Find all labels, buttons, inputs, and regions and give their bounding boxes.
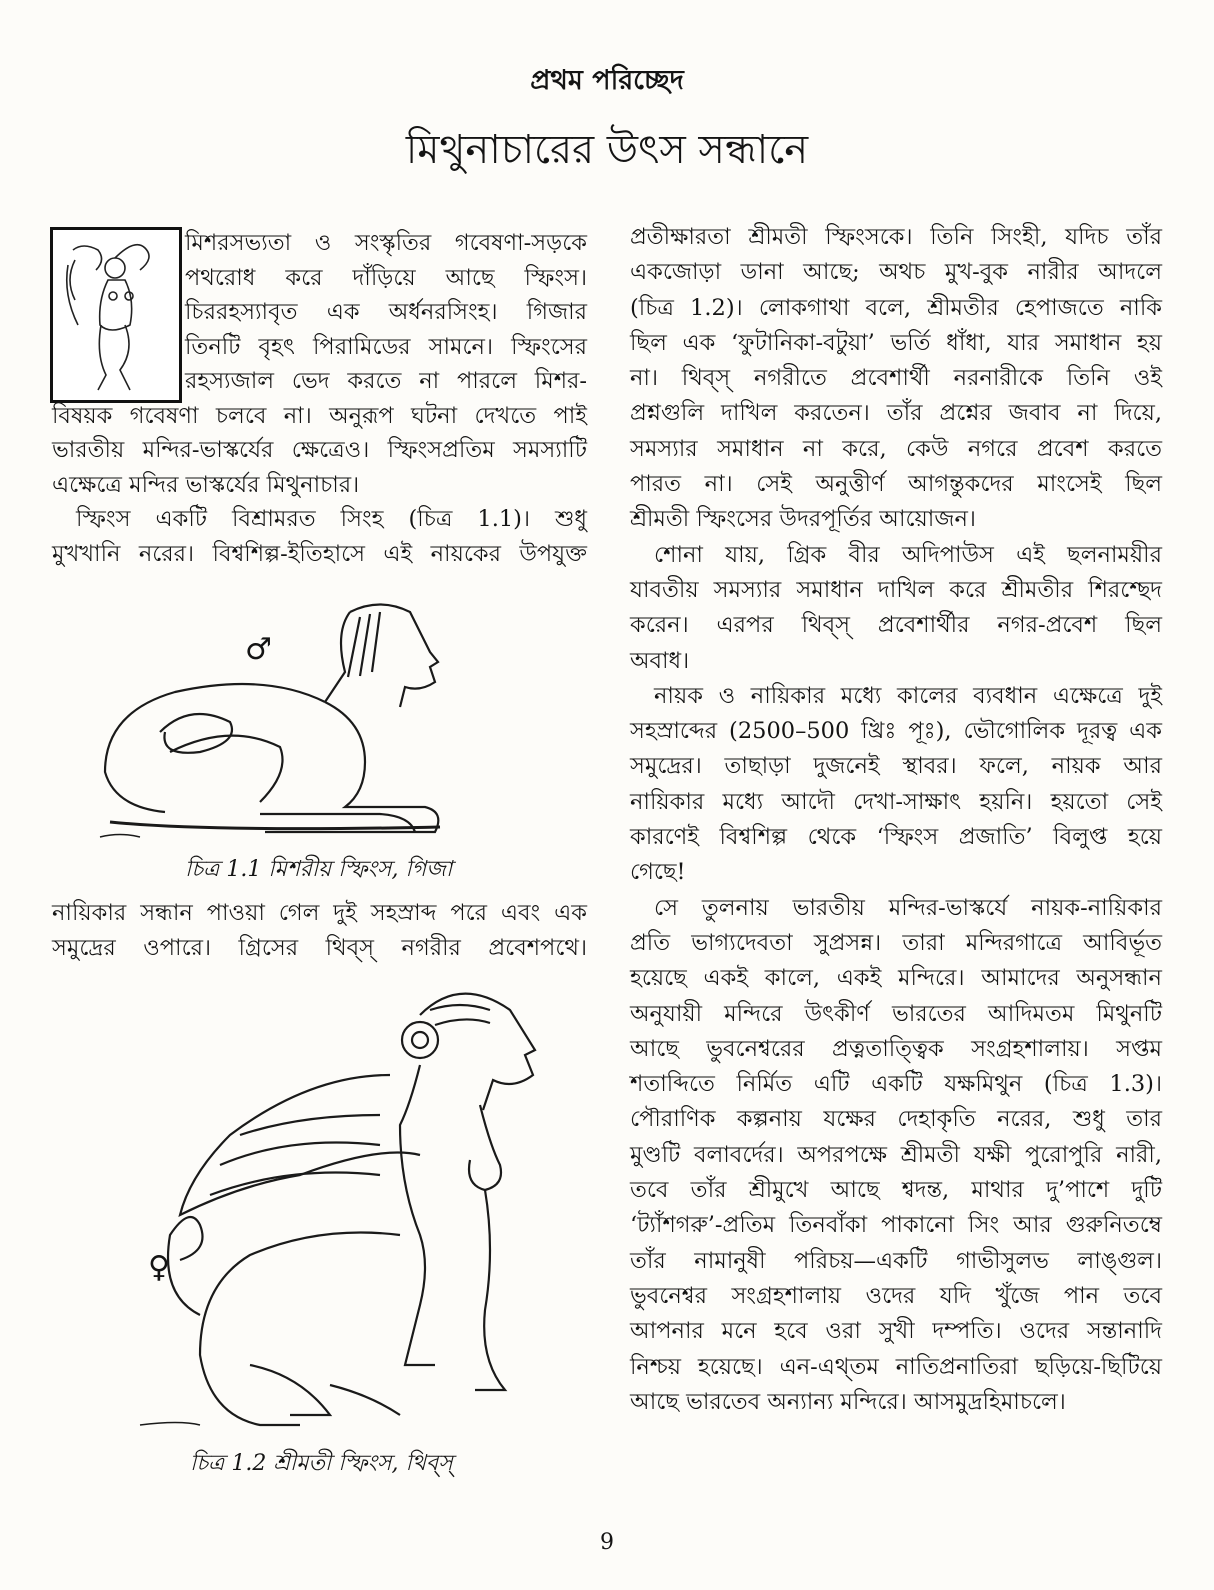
text-line: পথরোধ করে দাঁড়িয়ে আছে স্ফিংস। <box>185 264 587 291</box>
text-line: তবে তাঁর শ্রীমুখে আছে শ্বদন্ত, মাথার দু’পাশে দুটি <box>630 1177 1162 1204</box>
chapter-title: মিথুনাচারের উৎস সন্ধানে <box>405 127 809 173</box>
text-line: প্রতীক্ষারতা শ্রীমতী স্ফিংসকে। তিনি সিংহী, যদিচ তাঁর <box>630 224 1162 250</box>
text-line: বিষয়ক গবেষণা চলবে না। অনুরূপ ঘটনা দেখতে পাই <box>52 402 587 429</box>
text-line: করেন। এরপর থিব্স্ প্রবেশার্থীর নগর-প্রবেশ ছিল <box>630 612 1162 639</box>
text-line: রহস্যজাল ভেদ করতে না পারলে মিশর- <box>185 368 587 394</box>
text-line: প্রশ্নগুলি দাখিল করতেন। তাঁর প্রশ্নের জবাব না দিয়ে, <box>630 400 1162 427</box>
left-column <box>52 226 587 571</box>
text-line: আছে ভুবনেশ্বরের প্রত্নতাত্ত্বিক সংগ্রহশালায়। সপ্তম <box>630 1035 1162 1062</box>
text-line: (চিত্র 1.2)। লোকগাথা বলে, শ্রীমতীর হেপাজতে নাকি <box>630 294 1162 321</box>
text-line: নিশ্চয় হয়েছে। এন-এথ্তম নাতিপ্রনাতিরা ছড়িয়ে-ছিটিয়ে <box>630 1353 1162 1380</box>
text-line: অবাধ। <box>630 647 690 674</box>
text-line: পারত না। সেই অনুত্তীর্ণ আগন্তুকদের মাংসেই ছিল <box>630 471 1162 498</box>
text-line: শ্রীমতী স্ফিংসের উদরপূর্তির আয়োজন। <box>630 506 976 533</box>
text-line: স্ফিংস একটি বিশ্রামরত সিংহ (চিত্র 1.1)। শুধু <box>76 506 587 532</box>
text-line: নায়িকার সন্ধান পাওয়া গেল দুই সহস্রাব্দ পরে এবং এক <box>52 900 587 926</box>
text-line: না। থিব্স্ নগরীতে প্রবেশার্থী নরনারীকে তিনি ওই <box>630 365 1162 392</box>
figure-egyptian-sphinx <box>60 592 480 842</box>
text-line: ভারতীয় মন্দির-ভাস্কর্যের ক্ষেত্রেও। স্ফিংসপ্রতিম সমস্যাটি <box>52 437 587 463</box>
left-column-continued <box>52 896 587 965</box>
text-line: ছিল এক ‘ফুটানিকা-বটুয়া’ ভর্তি ধাঁধা, যার সমাধান হয় <box>630 329 1162 356</box>
text-line: অনুযায়ী মন্দিরে উৎকীর্ণ ভারতের আদিমতম মিথুনটি <box>630 1000 1162 1027</box>
text-line: প্রতি ভাগ্যদেবতা সুপ্রসন্ন। তারা মন্দিরগাত্রে আবির্ভূত <box>630 929 1162 956</box>
text-line: আছে ভারতেব অন্যান্য মন্দিরে। আসমুদ্রহিমাচলে। <box>630 1388 1066 1415</box>
text-line: আপনার মনে হবে ওরা সুখী দম্পতি। ওদের সন্তানাদি <box>630 1318 1162 1345</box>
page-number: 9 <box>600 1530 614 1555</box>
figure-1-caption: চিত্র 1.1 মিশরীয় স্ফিংস, গিজা <box>185 857 453 882</box>
text-line: সমুদ্রের ওপারে। গ্রিসের থিব্স্ নগরীর প্রবেশপথে। <box>52 934 587 961</box>
text-line: নায়ক ও নায়িকার মধ্যে কালের ব্যবধান এক্ষেত্রে দুই <box>654 682 1162 709</box>
text-line: একজোড়া ডানা আছে; অথচ মুখ-বুক নারীর আদলে <box>630 259 1162 286</box>
text-line: তাঁর নামানুষী পরিচয়—একটি গাভীসুলভ লাঙ্গুল। <box>630 1247 1162 1274</box>
text-line: ‘ট্যাঁশগরু’-প্রতিম তিনবাঁকা পাকানো সিং আর গুরুনিতম্বে <box>630 1212 1162 1239</box>
text-line: ভুবনেশ্বর সংগ্রহশালায় ওদের যদি খুঁজে পান তবে <box>630 1282 1162 1309</box>
text-line: মুণ্ডটি বলাবর্দের। অপরপক্ষে শ্রীমতী যক্ষী পুরোপুরি নারী, <box>630 1141 1162 1168</box>
text-line: হয়েছে একই কালে, একই মন্দিরে। আমাদের অনুসন্ধান <box>630 965 1162 992</box>
figure-2-caption: চিত্র 1.2 শ্রীমতী স্ফিংস, থিব্স্ <box>190 1451 453 1476</box>
text-line: শতাব্দিতে নির্মিত এটি একটি যক্ষমিথুন (চিত্র 1.3)। <box>630 1071 1162 1098</box>
text-line: মিশরসভ্যতা ও সংস্কৃতির গবেষণা-সড়কে <box>185 230 587 256</box>
text-line: নায়িকার মধ্যে আদৌ দেখা-সাক্ষাৎ হয়নি। হয়তো সেই <box>630 788 1162 815</box>
text-line: কারণেই বিশ্বশিল্প থেকে ‘স্ফিংস প্রজাতি’ বিলুপ্ত হয়ে <box>630 824 1162 851</box>
text-line: সমস্যার সমাধান না করে, কেউ নগরে প্রবেশ করতে <box>630 435 1162 462</box>
chapter-heading: প্রথম পরিচ্ছেদ <box>530 65 684 96</box>
text-line: চিররহস্যাবৃত এক অর্ধনরসিংহ। গিজার <box>185 299 587 325</box>
female-symbol: ♀ <box>148 1250 170 1285</box>
text-line: শোনা যায়, গ্রিক বীর অদিপাউস এই ছলনাময়ীর <box>654 541 1162 568</box>
male-symbol: ♂ <box>245 632 272 667</box>
text-line: সমুদ্রের। তাছাড়া দুজনেই স্থাবর। ফলে, নায়ক আর <box>630 753 1162 780</box>
figure-theban-sphinx <box>120 985 560 1445</box>
right-column <box>630 220 1162 1420</box>
text-line: যাবতীয় সমস্যার সমাধান দাখিল করে শ্রীমতীর শিরশ্ছেদ <box>630 576 1162 603</box>
text-line: সহস্রাব্দের (2500–500 খ্রিঃ পূঃ), ভৌগোলিক দূরত্ব এক <box>630 718 1162 745</box>
text-line: পৌরাণিক কল্পনায় যক্ষের দেহাকৃতি নরের, শুধু তার <box>630 1106 1162 1133</box>
text-line: তিনটি বৃহৎ পিরামিডের সামনে। স্ফিংসের <box>185 333 587 360</box>
text-line: এক্ষেত্রে মন্দির ভাস্কর্যের মিথুনাচার। <box>52 471 360 498</box>
text-line: মুখখানি নরের। বিশ্বশিল্প-ইতিহাসে এই নায়কের উপযুক্ত <box>52 540 587 567</box>
text-line: গেছে! <box>630 859 686 886</box>
text-line: সে তুলনায় ভারতীয় মন্দির-ভাস্কর্যে নায়ক-নায়িকার <box>654 894 1162 921</box>
